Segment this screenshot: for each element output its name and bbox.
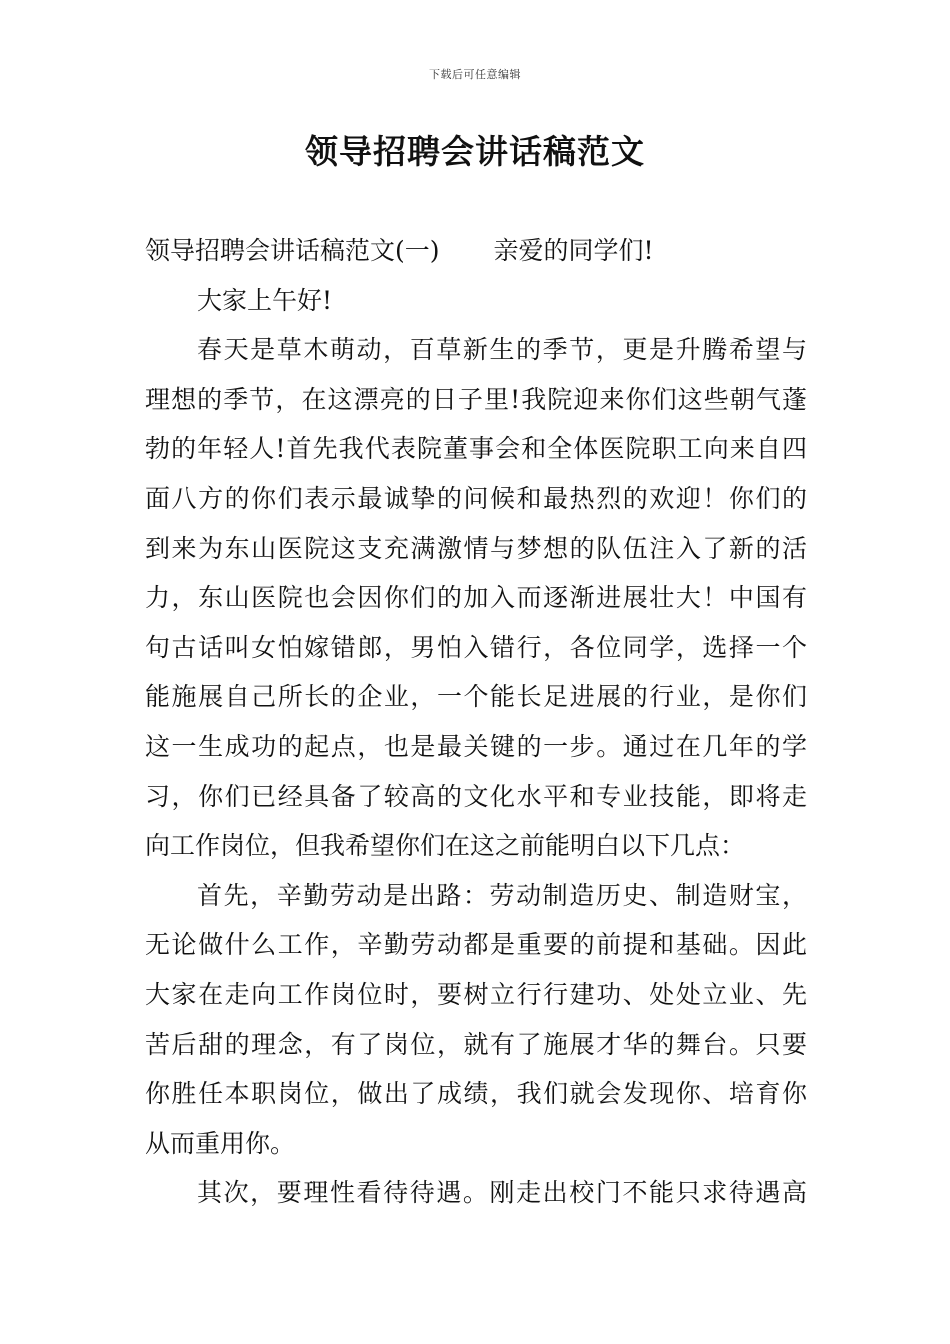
paragraph-line: 句古话叫女怕嫁错郎，男怕入错行，各位同学，选择一个	[145, 632, 807, 662]
paragraph-2	[145, 871, 807, 1169]
paragraph-3	[145, 1168, 807, 1218]
greeting-line: 大家上午好!	[197, 285, 333, 315]
paragraph-line: 习，你们已经具备了较高的文化水平和专业技能，即将走	[145, 781, 807, 811]
intro-line	[145, 226, 807, 276]
paragraph-line: 力，东山医院也会因你们的加入而逐渐进展壮大！中国有	[145, 583, 807, 613]
paragraph-line: 这一生成功的起点，也是最关键的一步。通过在几年的学	[145, 731, 807, 761]
paragraph-line: 勃的年轻人!首先我代表院董事会和全体医院职工向来自四	[145, 434, 807, 464]
document-title: 领导招聘会讲话稿范文	[305, 132, 645, 171]
paragraph-line: 从而重用你。	[145, 1128, 296, 1158]
paragraph-line: 其次，要理性看待待遇。刚走出校门不能只求待遇高	[197, 1178, 807, 1208]
paragraph-line: 春天是草木萌动，百草新生的季节，更是升腾希望与	[197, 335, 807, 365]
intro-subtitle: 领导招聘会讲话稿范文(一)	[145, 236, 440, 265]
paragraph-line: 无论做什么工作，辛勤劳动都是重要的前提和基础。因此	[145, 930, 807, 960]
paragraph-line: 首先，辛勤劳动是出路：劳动制造历史、制造财宝，	[197, 880, 807, 910]
document-body	[145, 226, 807, 1218]
paragraph-line: 理想的季节，在这漂亮的日子里!我院迎来你们这些朝气蓬	[145, 384, 807, 414]
intro-salutation: 亲爱的同学们!	[493, 236, 654, 265]
paragraph-line: 能施展自己所长的企业，一个能长足进展的行业，是你们	[145, 682, 807, 712]
paragraph-line: 大家在走向工作岗位时，要树立行行建功、处处立业、先	[145, 979, 807, 1009]
paragraph-line: 到来为东山医院这支充满激情与梦想的队伍注入了新的活	[145, 533, 807, 563]
header-note: 下载后可任意编辑	[429, 68, 521, 81]
paragraph-line: 面八方的你们表示最诚挚的问候和最热烈的欢迎！你们的	[145, 483, 807, 513]
paragraph-line: 苦后甜的理念，有了岗位，就有了施展才华的舞台。只要	[145, 1029, 807, 1059]
paragraph-1	[145, 325, 807, 871]
paragraph-line: 向工作岗位，但我希望你们在这之前能明白以下几点：	[145, 831, 746, 861]
paragraph-line: 你胜任本职岗位，做出了成绩，我们就会发现你、培育你	[145, 1079, 807, 1109]
